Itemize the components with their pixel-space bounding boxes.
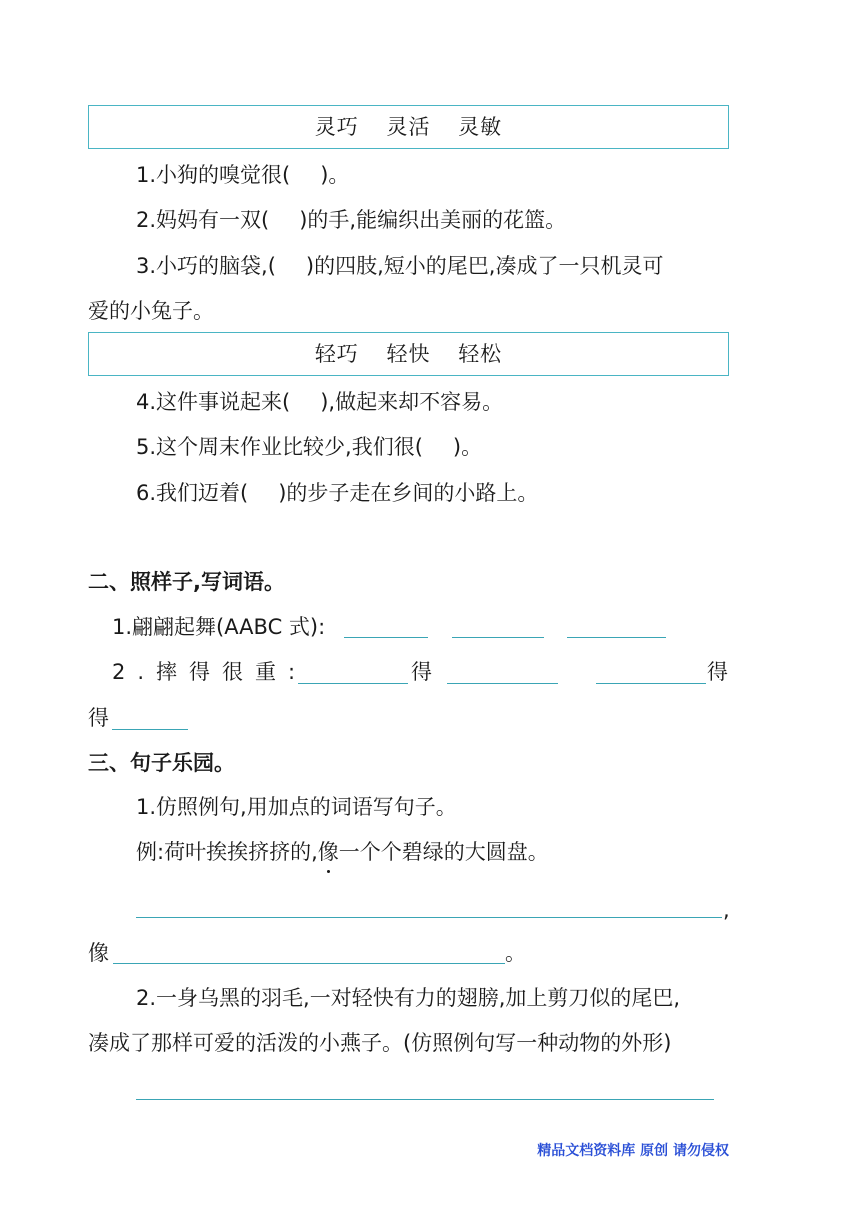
answer-line[interactable] [344, 637, 428, 638]
example-sentence: 例:荷叶挨挨挤挤的,像一个个碧绿的大圆盘。 [136, 837, 549, 867]
answer-line[interactable] [136, 1099, 714, 1100]
word-bank-box-1 [88, 105, 729, 149]
question-4: 4.这件事说起来( ),做起来却不容易。 [136, 390, 504, 414]
de-character: 得 [707, 660, 728, 684]
answer-line[interactable] [113, 963, 505, 964]
answer-line[interactable] [452, 637, 544, 638]
word-option: 轻巧 [314, 342, 359, 366]
answer-line[interactable] [567, 637, 666, 638]
comma-mark: , [723, 898, 730, 922]
section-3-instruction: 1.仿照例句,用加点的词语写句子。 [136, 795, 457, 819]
word-option: 灵巧 [314, 115, 359, 139]
section-3-question-2-line-1: 2.一身乌黑的羽毛,一对轻快有力的翅膀,加上剪刀似的尾巴, [136, 986, 681, 1010]
answer-line[interactable] [112, 729, 188, 730]
section-3-heading: 三、句子乐园。 [88, 751, 235, 775]
de-character: 得 [411, 660, 432, 684]
section-2-heading: 二、照样子,写词语。 [88, 570, 285, 594]
emphasis-dot-word: 像 [318, 837, 339, 867]
word-option: 轻快 [386, 342, 431, 366]
question-3: 3.小巧的脑袋,( )的四肢,短小的尾巴,凑成了一只机灵可 [136, 254, 664, 278]
word-option: 轻松 [458, 342, 503, 366]
answer-line[interactable] [447, 683, 558, 684]
question-2: 2.妈妈有一双( )的手,能编织出美丽的花篮。 [136, 208, 567, 232]
question-1: 1.小狗的嗅觉很( )。 [136, 163, 350, 187]
word-bank-box-2 [88, 332, 729, 376]
footer-watermark: 精品文档资料库 原创 请勿侵权 [537, 1143, 729, 1159]
answer-line[interactable] [136, 917, 722, 918]
section-3-question-2-line-2: 凑成了那样可爱的活泼的小燕子。(仿照例句写一种动物的外形) [88, 1031, 672, 1055]
word-option: 灵敏 [458, 115, 503, 139]
section-2-question-2-label: 2.摔得很重: [112, 660, 308, 684]
answer-line[interactable] [596, 683, 706, 684]
question-3-continued: 爱的小兔子。 [88, 299, 214, 323]
word-option: 灵活 [386, 115, 431, 139]
de-character: 得 [88, 706, 109, 730]
period-mark: 。 [505, 941, 526, 965]
section-2-question-1-label: 1.翩翩起舞(AABC 式): [112, 615, 326, 639]
question-5: 5.这个周末作业比较少,我们很( )。 [136, 435, 483, 459]
xiang-character: 像 [88, 941, 109, 965]
question-6: 6.我们迈着( )的步子走在乡间的小路上。 [136, 481, 539, 505]
answer-line[interactable] [298, 683, 408, 684]
